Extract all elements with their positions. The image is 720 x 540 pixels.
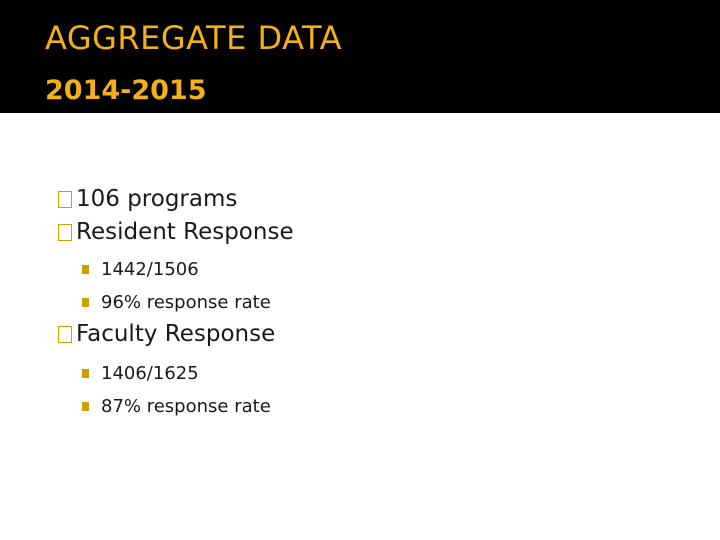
bullet-text: 106 programs — [76, 186, 238, 212]
bullet-resident-response — [58, 215, 294, 249]
square-bullet-icon — [82, 265, 89, 274]
title-banner — [0, 0, 720, 113]
sub-bullet-faculty-rate — [82, 393, 271, 419]
bullet-text: Faculty Response — [76, 321, 276, 347]
sub-bullet-text: 87% response rate — [101, 395, 271, 417]
bullet-faculty-response — [58, 317, 275, 351]
sub-bullet-text: 1442/1506 — [101, 258, 199, 280]
square-bullet-icon — [82, 402, 89, 411]
sub-bullet-resident-count — [82, 256, 199, 282]
sub-bullet-text: 1406/1625 — [101, 362, 199, 384]
square-bullet-icon — [82, 369, 89, 378]
bullet-box-icon — [58, 191, 72, 208]
square-bullet-icon — [82, 298, 89, 307]
bullet-box-icon — [58, 326, 72, 343]
sub-bullet-faculty-count — [82, 360, 199, 386]
sub-bullet-text: 96% response rate — [101, 291, 271, 313]
bullet-text: Resident Response — [76, 219, 294, 245]
slide-title: AGGREGATE DATA — [45, 19, 342, 57]
sub-bullet-resident-rate — [82, 289, 271, 315]
slide-subtitle: 2014-2015 — [45, 75, 207, 106]
bullet-box-icon — [58, 224, 72, 241]
bullet-programs — [58, 182, 237, 216]
